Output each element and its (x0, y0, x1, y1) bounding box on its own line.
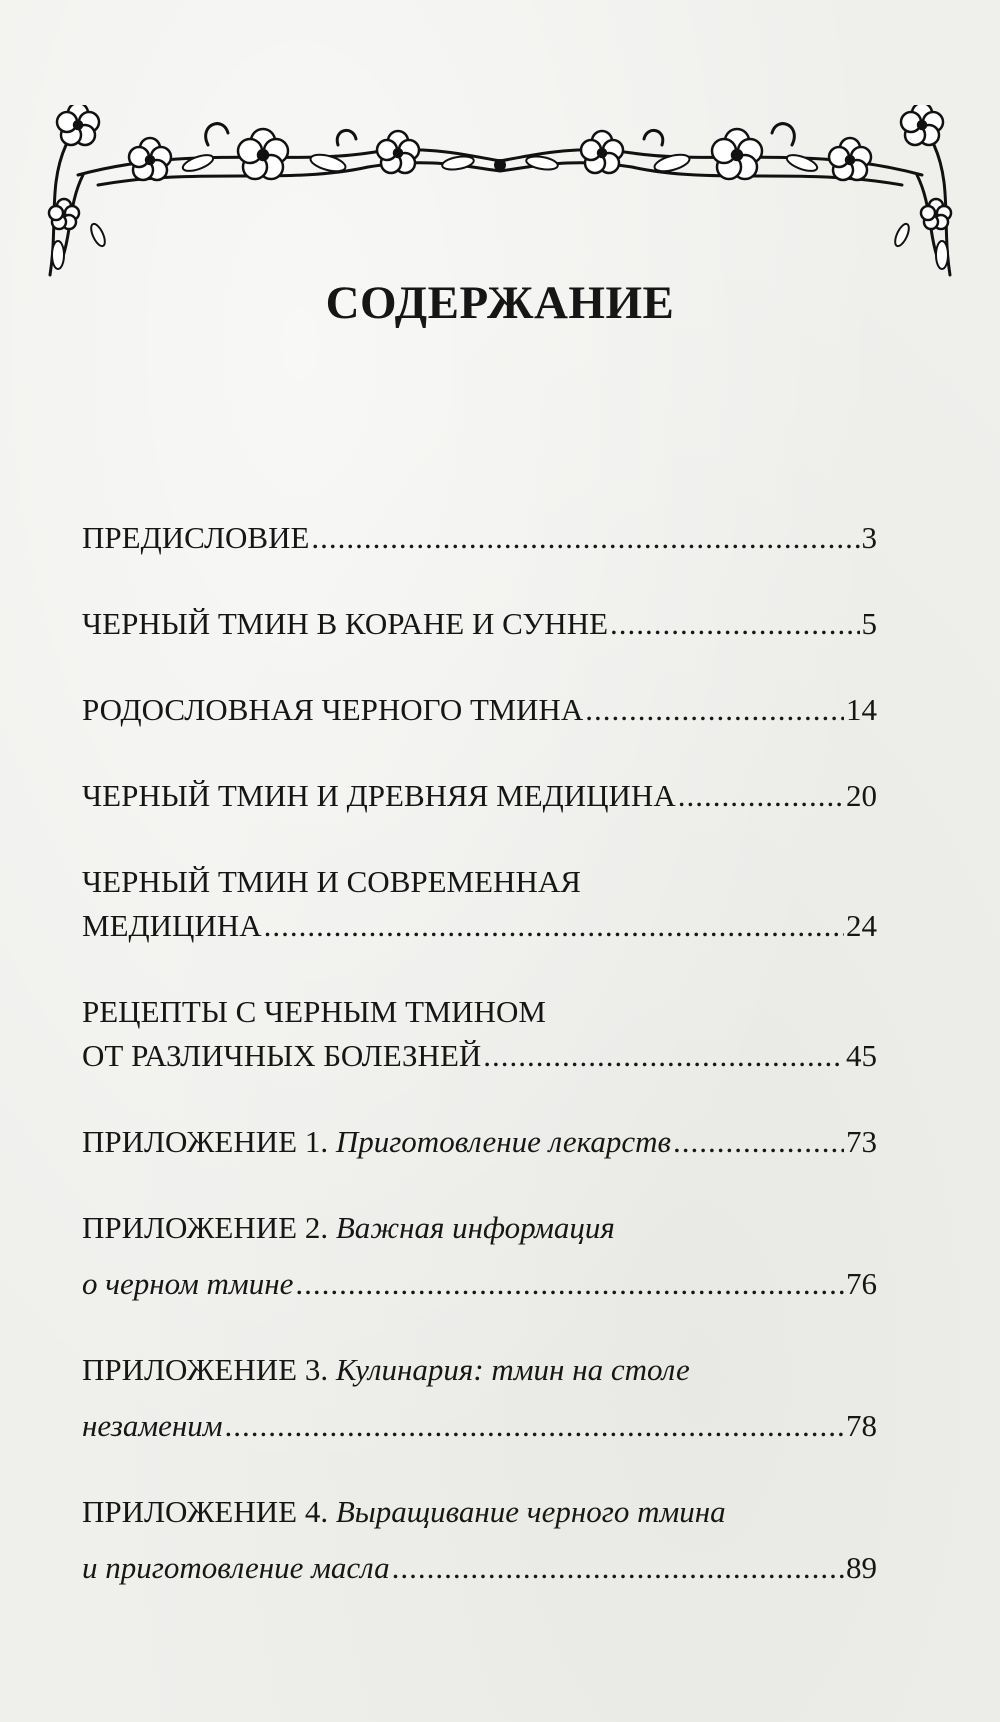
toc-entry-appendix-1[interactable] (82, 1120, 877, 1164)
toc-page-number: 20 (846, 778, 877, 813)
toc-entry-title: и приготовление масла (82, 1550, 390, 1585)
dot-leader (264, 904, 844, 948)
dot-leader (311, 516, 859, 560)
toc-entry-label: ПРИЛОЖЕНИЕ 4. (82, 1494, 329, 1529)
toc-page-number: 45 (846, 1038, 877, 1073)
dot-leader (610, 602, 859, 646)
toc-entry-appendix-2[interactable] (82, 1206, 877, 1306)
toc-page-number: 78 (846, 1408, 877, 1443)
toc-page-number: 3 (861, 520, 877, 555)
dot-leader (225, 1404, 844, 1448)
dot-leader (585, 688, 844, 732)
toc-entry-modern-medicine[interactable] (82, 860, 877, 948)
toc-entry-preface[interactable] (82, 516, 877, 560)
dot-leader (673, 1120, 844, 1164)
toc-entry-title: РОДОСЛОВНАЯ ЧЕРНОГО ТМИНА (82, 692, 584, 727)
toc-entry-appendix-4[interactable] (82, 1490, 877, 1590)
dot-leader (392, 1546, 844, 1590)
toc-entry-label: ПРИЛОЖЕНИЕ 1. (82, 1124, 329, 1159)
page-title: СОДЕРЖАНИЕ (325, 277, 675, 329)
toc-entry-title-italic: Кулинария: тмин на столе (335, 1352, 690, 1387)
floral-vine-ornament-icon (38, 105, 962, 295)
toc-entry-label: ПРИЛОЖЕНИЕ 3. (82, 1352, 329, 1387)
toc-entry-title: ЧЕРНЫЙ ТМИН В КОРАНЕ И СУННЕ (82, 606, 609, 641)
toc-entry-recipes[interactable] (82, 990, 877, 1078)
toc-entry-title: ЧЕРНЫЙ ТМИН И ДРЕВНЯЯ МЕДИЦИНА (82, 778, 676, 813)
toc-entry-title: ПРЕДИСЛОВИЕ (82, 520, 310, 555)
toc-page-number: 24 (846, 908, 877, 943)
toc-entry-genealogy[interactable] (82, 688, 877, 732)
toc-entry-title: МЕДИЦИНА (82, 908, 262, 943)
dot-leader (678, 774, 844, 818)
toc-entry-title-line1: ЧЕРНЫЙ ТМИН И СОВРЕМЕННАЯ (82, 864, 581, 899)
toc-entry-label: ПРИЛОЖЕНИЕ 2. (82, 1210, 329, 1245)
dot-leader (295, 1262, 844, 1306)
toc-page-number: 89 (846, 1550, 877, 1585)
toc-entry-title-italic: Выращивание черного тмина (335, 1494, 726, 1529)
toc-entry-title-italic: Приготовление лекарств (335, 1124, 671, 1159)
toc-entry-appendix-3[interactable] (82, 1348, 877, 1448)
toc-page-number: 73 (846, 1124, 877, 1159)
toc-page-number: 5 (861, 606, 877, 641)
toc-page-number: 76 (846, 1266, 877, 1301)
table-of-contents (82, 516, 877, 1590)
toc-entry-title: незаменим (82, 1408, 223, 1443)
toc-entry-title-line1: РЕЦЕПТЫ С ЧЕРНЫМ ТМИНОМ (82, 994, 546, 1029)
toc-entry-title-italic: Важная информация (335, 1210, 615, 1245)
toc-entry-quran-sunnah[interactable] (82, 602, 877, 646)
toc-entry-title: о черном тмине (82, 1266, 294, 1301)
toc-page-number: 14 (846, 692, 877, 727)
dot-leader (483, 1034, 844, 1078)
toc-entry-title: ОТ РАЗЛИЧНЫХ БОЛЕЗНЕЙ (82, 1038, 482, 1073)
toc-entry-ancient-medicine[interactable] (82, 774, 877, 818)
